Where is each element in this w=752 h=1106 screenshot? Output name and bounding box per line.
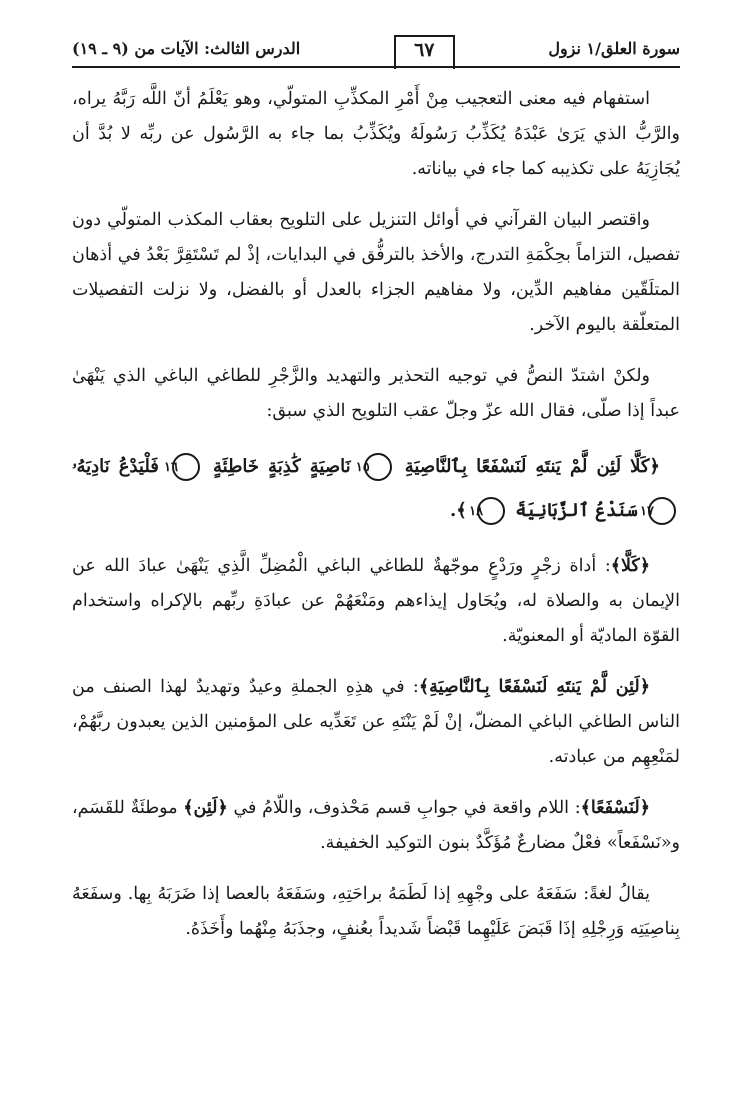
quote-lain-lam-yantahi: ﴿لَئِن لَّمْ يَنتَهِ لَنَسْفَعًا بِٱلنَّاصِيَةِ﴾ [418, 677, 650, 697]
paragraph-7: يقالُ لغةً: سَفَعَهُ على وجْهِهِ إذا لَطَمَهُ براحَتِهِ، وسَفَعَهُ بالعصا إذا ضَرَبَهُ بِها. وسفَعَهُ بِناصِيَتِه وَرِجْلِهِ إذَا قَبَضَ عَلَيْهِما قَبْضاً شَديداً بعُنفٍ، وجذَبَهُ مِنْهُما وأَخَذَهُ. [72, 884, 680, 939]
ayah-number-marker: ١٥ [364, 453, 392, 481]
verse-text-2: نَاصِيَةٍ كَٰذِبَةٍ خَاطِئَةٍ [213, 456, 351, 477]
paragraph-1: استفهام فيه معنى التعجيب مِنْ أَمْرِ المكذِّبِ المتولّي، وهو يَعْلَمُ أنّ اللَّه رَبَّهُ يراه، والرَّبُّ الذي يَرَىٰ عَبْدَهُ يُكَذِّبُ رَسُولَهُ ويُكَذِّبُ بما جاء به الرَّسُول عن ربِّه لا بُدَّ أن يُجَازِيَهُ على تكذيبه كما جاء في بياناته. [72, 89, 680, 179]
lesson-title: الدرس الثالث: الآيات من (٩ ـ ١٩) [72, 38, 301, 58]
quote-lanasfaan: ﴿لَنَسْفَعًا﴾ [580, 798, 650, 818]
quran-verse-block [72, 445, 680, 533]
paragraph-4-text: : أداة زجْرٍ ورَدْعٍ موجّهةٌ للطاغي الباغي الْمُضِلِّ الَّذِي يَنْهَىٰ عبادَ الله عن الإيمان به والصلاة له، ويُحَاول إيذاءهم ومَنْعَهُمْ عن عبادَةِ ربِّهم بالإكراه واستخدام القوّة الماديّة أو المعنويّة. [72, 556, 680, 646]
page-number: ٦٧ [394, 35, 454, 69]
header-divider [72, 66, 680, 68]
paragraph-2: واقتصر البيان القرآني في أوائل التنزيل على التلويح بعقاب المكذب المتولّي دون تفصيل، التزاماً بحِكْمَةِ التدرج، والأخذ بالترفُّق في البدايات، إذْ لم تَسْتَقِرَّ بَعْدُ في أذهان المتلَقّين مفاهيم الدِّين، ولا مفاهيم الجزاء بالعدل أو بالفضل، ولا نزلت التفصيلات المتعلّقة باليوم الآخر. [72, 210, 680, 335]
verse-text-1: ﴿كَلَّا لَئِن لَّمْ يَنتَهِ لَنَسْفَعًا بِٱلنَّاصِيَةِ [404, 456, 660, 477]
paragraph-6 [72, 791, 680, 861]
page-header [72, 30, 680, 66]
paragraph-4 [72, 549, 680, 654]
ayah-number-marker: ١٧ [648, 497, 676, 525]
ayah-number-marker: ١٦ [172, 453, 200, 481]
verse-text-4: سَنَدْعُ ٱلزَّبَانِيَةَ [515, 500, 638, 521]
verse-end: ﴾. [450, 500, 467, 521]
paragraph-5-text: : في هذِهِ الجملةِ وعيدٌ وتهديدٌ لهذا الصنف من الناس الطاغي الباغي المضلّ، إنْ لَمْ يَنْتَهِ عن تَعَدِّيه على المؤمنين الذين يعبدون ربَّهُمْ، لمَنْعِهِم من عبادته. [72, 677, 680, 767]
ayah-number-marker: ١٨ [477, 497, 505, 525]
paragraph-6-text-2: موطئَةٌ للقَسَم، و«نَسْفَعاً» فعْلٌ مضارعٌ مُؤَكَّدٌ بنون التوكيد الخفيفة. [72, 798, 680, 853]
verse-text-3: فَلْيَدْعُ نَادِيَهُۥ [72, 456, 159, 477]
paragraph-5 [72, 670, 680, 775]
paragraph-3: ولكنْ اشتدّ النصُّ في توجيه التحذير والتهديد والزَّجْرِ للطاغي الباغي الذي يَنْهَىٰ عبداً إذا صلّى، فقال الله عزّ وجلّ عقب التلويح الذي سبق: [72, 366, 680, 421]
paragraph-6-text: : اللام واقعة في جوابِ قسم مَحْذوف، واللّامُ في [233, 798, 581, 818]
quote-kalla: ﴿كَلَّا﴾ [610, 556, 650, 576]
surah-title: سورة العلق/١ نزول [548, 38, 680, 58]
page-body [72, 82, 680, 963]
quote-lain: ﴿لَئِن﴾ [183, 798, 228, 818]
